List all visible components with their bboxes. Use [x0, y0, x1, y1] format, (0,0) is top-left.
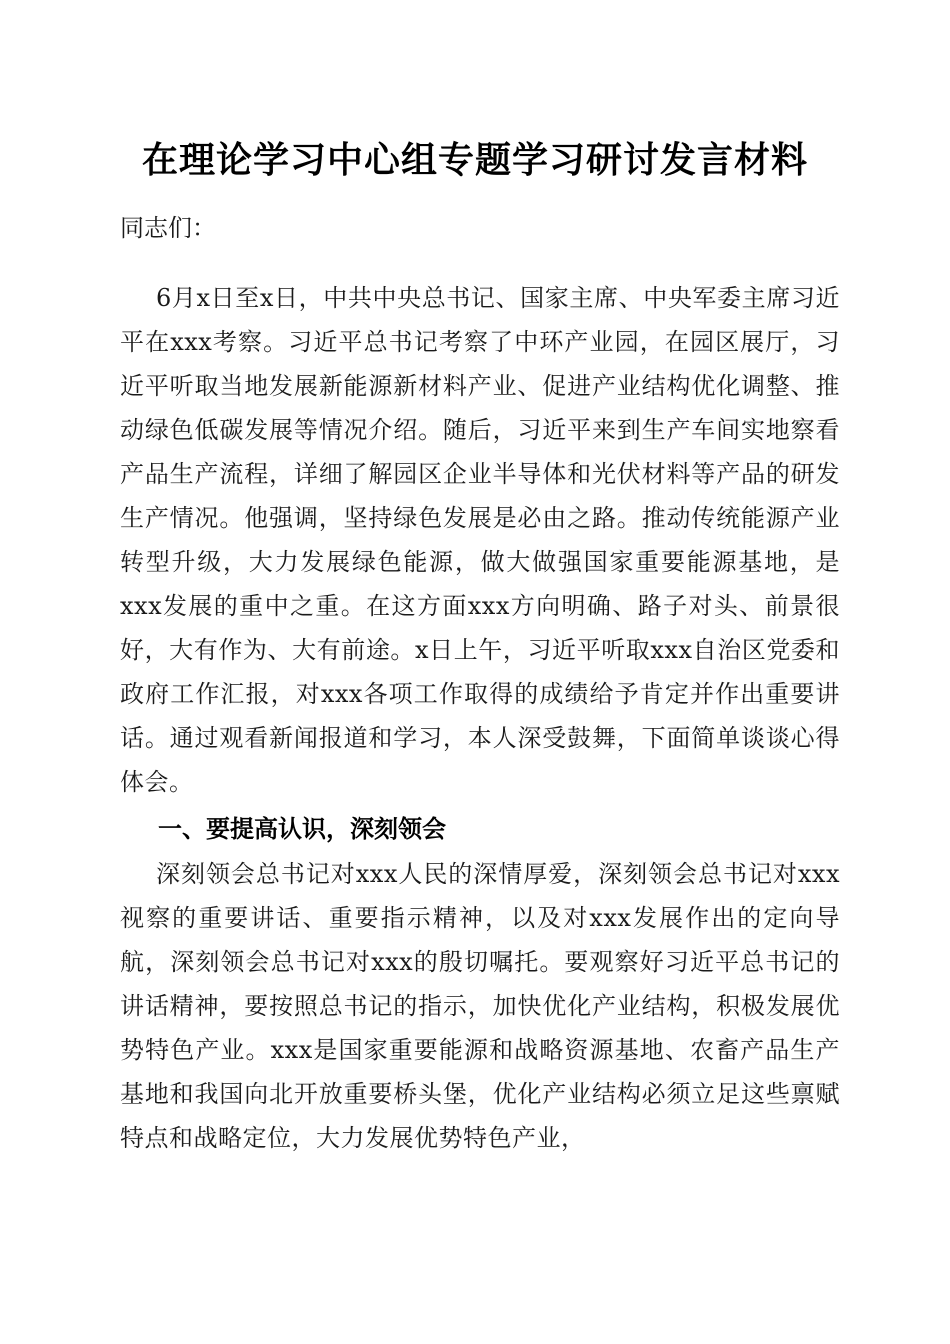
salutation: 同志们：: [120, 214, 216, 242]
section-heading-1: 一、要提高认识，深刻领会: [158, 815, 446, 843]
paragraph-intro: 6月x日至x日，中共中央总书记、国家主席、中央军委主席习近平在xxx考察。习近平总书记考察了中环产业园，在园区展厅，习近平听取当地发展新能源新材料产业、促进产业结构优化调整、推动绿色低碳发展等情况介绍。随后，习近平来到生产车间实地察看产品生产流程，详细了解园区企业半导体和光伏材料等产品的研发生产情况。他强调，坚持绿色发展是必由之路。推动传统能源产业转型升级，大力发展绿色能源，做大做强国家重要能源基地，是xxx发展的重中之重。在这方面xxx方向明确、路子对头、前景很好，大有作为、大有前途。x日上午，习近平听取xxx自治区党委和政府工作汇报，对xxx各项工作取得的成绩给予肯定并作出重要讲话。通过观看新闻报道和学习，本人深受鼓舞，下面简单谈谈心得体会。: [120, 284, 840, 796]
paragraph-section-1: 深刻领会总书记对xxx人民的深情厚爱，深刻领会总书记对xxx视察的重要讲话、重要指示精神，以及对xxx发展作出的定向导航，深刻领会总书记对xxx的殷切嘱托。要观察好习近平总书记的讲话精神，要按照总书记的指示，加快优化产业结构，积极发展优势特色产业。xxx是国家重要能源和战略资源基地、农畜产品生产基地和我国向北开放重要桥头堡，优化产业结构必须立足这些禀赋特点和战略定位，大力发展优势特色产业，: [120, 860, 840, 1152]
document-title: 在理论学习中心组专题学习研讨发言材料: [141, 139, 808, 181]
